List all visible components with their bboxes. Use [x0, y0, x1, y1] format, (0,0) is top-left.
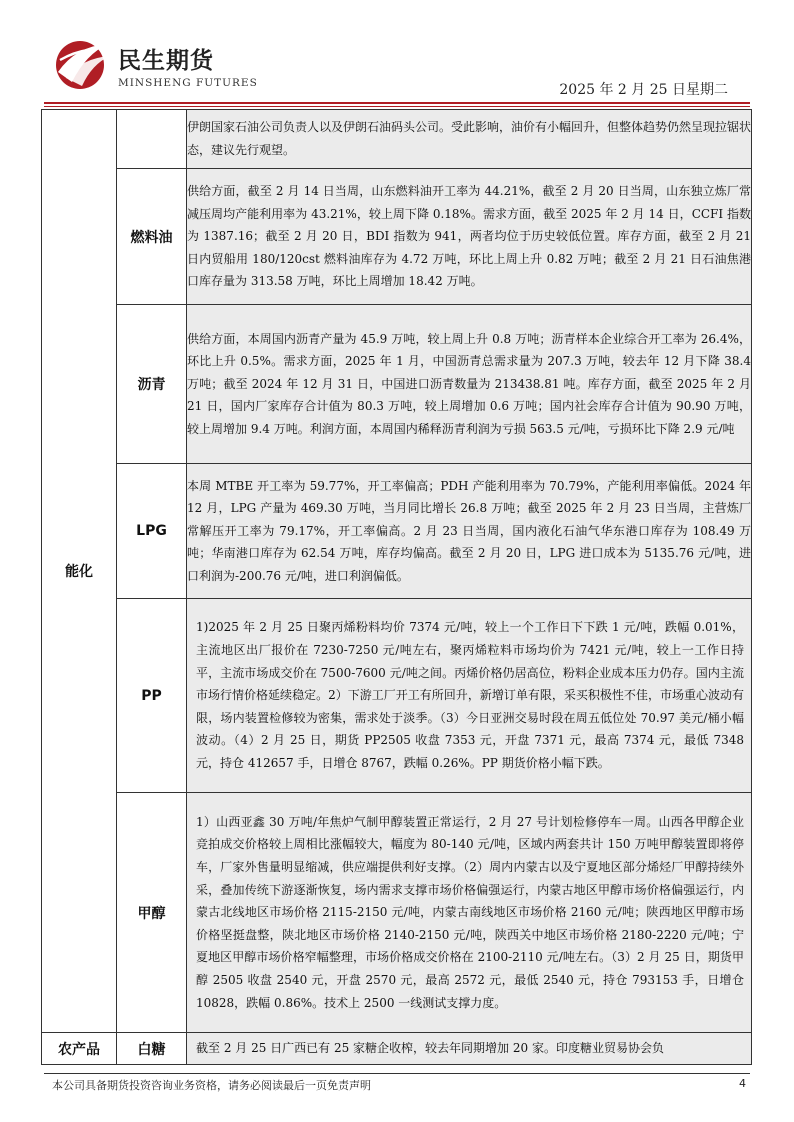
table-row: [42, 464, 752, 599]
table-row: [42, 793, 752, 1033]
sub-category-methanol: 甲醇: [117, 793, 187, 1033]
category-energy: 能化: [42, 110, 117, 1033]
sub-category-sugar: 白糖: [117, 1033, 187, 1065]
report-date: 2025 年 2 月 25 日星期二: [559, 82, 728, 98]
row-text-sugar: 截至 2 月 25 日广西已有 25 家糖企收榨，较去年同期增加 20 家。印度糖业贸易协会负: [187, 1033, 752, 1065]
row-text-crude: 伊朗国家石油公司负责人以及伊朗石油码头公司。受此影响，油价有小幅回升，但整体趋势仍然呈现拉锯状态，建议先行观望。: [187, 110, 752, 169]
sub-category-asphalt: 沥青: [117, 305, 187, 464]
commodity-commentary-table: [41, 109, 752, 1065]
table-row: [42, 599, 752, 793]
table-row: [42, 169, 752, 305]
header-rule: [44, 102, 750, 104]
page-header: [0, 0, 794, 108]
header-rule-thin: [44, 106, 750, 107]
minsheng-logo-icon: [52, 38, 112, 90]
page-number: 4: [739, 1077, 746, 1090]
row-text-methanol: 1）山西亚鑫 30 万吨/年焦炉气制甲醇装置正常运行，2 月 27 号计划检修停车一周。山西各甲醇企业竞拍成交价格较上周相比涨幅较大，幅度为 80-140 元/吨，区域内两套共计 150 万吨甲醇装置即将停车，厂家外售量明显缩减，供应端提供利好支撑。（2）周内内蒙古以及宁夏地区部分烯烃厂甲醇持续外采，叠加传统下游逐渐恢复，场内需求支撑市场价格偏强运行，内蒙古地区甲醇市场价格偏强运行，内蒙古北线地区市场价格 2115-2150 元/吨，内蒙古南线地区市场价格 2160 元/吨；陕西地区甲醇市场价格坚挺盘整，陕北地区市场价格 2140-2150 元/吨，陕西关中地区市场价格 2180-2220 元/吨；宁夏地区甲醇市场价格窄幅整理，市场价格成交价格在 2100-2110 元/吨左右。（3）2 月 25 日，期货甲醇 2505 收盘 2540 元，开盘 2570 元，最高 2572 元，最低 2540 元，持仓 793153 手，日增仓 10828，跌幅 0.86%。技术上 2500 一线测试支撑力度。: [187, 793, 752, 1033]
row-text-asphalt: 供给方面，本周国内沥青产量为 45.9 万吨，较上周上升 0.8 万吨；沥青样本企业综合开工率为 26.4%，环比上升 0.5%。需求方面，2025 年 1 月，中国沥青总需求量为 207.3 万吨，较去年 12 月下降 38.4 万吨；截至 2024 年 12 月 31 日，中国进口沥青数量为 213438.81 吨。库存方面，截至 2025 年 2 月 21 日，国内厂家库存合计值为 80.3 万吨，较上周增加 0.6 万吨；国内社会库存合计值为 90.90 万吨，较上周增加 9.4 万吨。利润方面，本周国内稀释沥青利润为亏损 563.5 元/吨，亏损环比下降 2.9 元/吨: [187, 305, 752, 464]
row-text-pp: 1)2025 年 2 月 25 日聚丙烯粉料均价 7374 元/吨，较上一个工作日下下跌 1 元/吨，跌幅 0.01%，主流地区出厂报价在 7230-7250 元/吨左右，聚丙烯粒料市场均价为 7421 元/吨，较上一工作日持平，主流市场成交价在 7500-7600 元/吨之间。丙烯价格仍居高位，粉料企业成本压力仍存。国内主流市场行情价格延续稳定。2）下游工厂开工有所回升，新增订单有限，采买积极性不佳，市场重心波动有限，场内装置检修较为密集，需求处于淡季。（3）今日亚洲交易时段在周五低位处 70.97 美元/桶小幅波动。（4）2 月 25 日，期货 PP2505 收盘 7353 元，开盘 7371 元，最高 7374 元，最低 7348 元，持仓 412657 手，日增仓 8767，跌幅 0.26%。PP 期货价格小幅下跌。: [187, 599, 752, 793]
sub-category-fuel-oil: 燃料油: [117, 169, 187, 305]
sub-category-lpg: LPG: [117, 464, 187, 599]
brand-name-en: MINSHENG FUTURES: [118, 77, 258, 89]
footer-disclaimer: 本公司具备期货投资咨询业务资格，请务必阅读最后一页免责声明: [52, 1079, 371, 1092]
brand-name-cn: 民生期货: [118, 48, 214, 74]
footer-rule: [44, 1073, 750, 1074]
table-row: [42, 1033, 752, 1065]
row-text-lpg: 本周 MTBE 开工率为 59.77%，开工率偏高；PDH 产能利用率为 70.79%，产能利用率偏低。2024 年 12 月，LPG 产量为 469.30 万吨，当月同比增长 26.8 万吨；截至 2025 年 2 月 23 日当周，主营炼厂常解压开工率为 79.17%，开工率偏高。2 月 23 日当周，国内液化石油气华东港口库存为 108.49 万吨；华南港口库存为 62.54 万吨，库存均偏高。截至 2 月 20 日，LPG 进口成本为 5135.76 元/吨，进口利润为-200.76 元/吨，进口利润偏低。: [187, 464, 752, 599]
table-row: [42, 110, 752, 169]
row-text-fuel-oil: 供给方面，截至 2 月 14 日当周，山东燃料油开工率为 44.21%，截至 2 月 20 日当周，山东独立炼厂常减压周均产能利用率为 43.21%，较上周下降 0.18%。需求方面，截至 2025 年 2 月 14 日，CCFI 指数为 1387.16；截至 2 月 20 日，BDI 指数为 941，两者均位于历史较低位置。库存方面，截至 2 月 21 日内贸船用 180/120cst 燃料油库存为 4.72 万吨，环比上周上升 0.82 万吨；截至 2 月 21 日石油焦港口库存量为 313.58 万吨，环比上周增加 18.42 万吨。: [187, 169, 752, 305]
sub-category-pp: PP: [117, 599, 187, 793]
table-row: [42, 305, 752, 464]
category-agri: 农产品: [42, 1033, 117, 1065]
sub-category-crude: [117, 110, 187, 169]
